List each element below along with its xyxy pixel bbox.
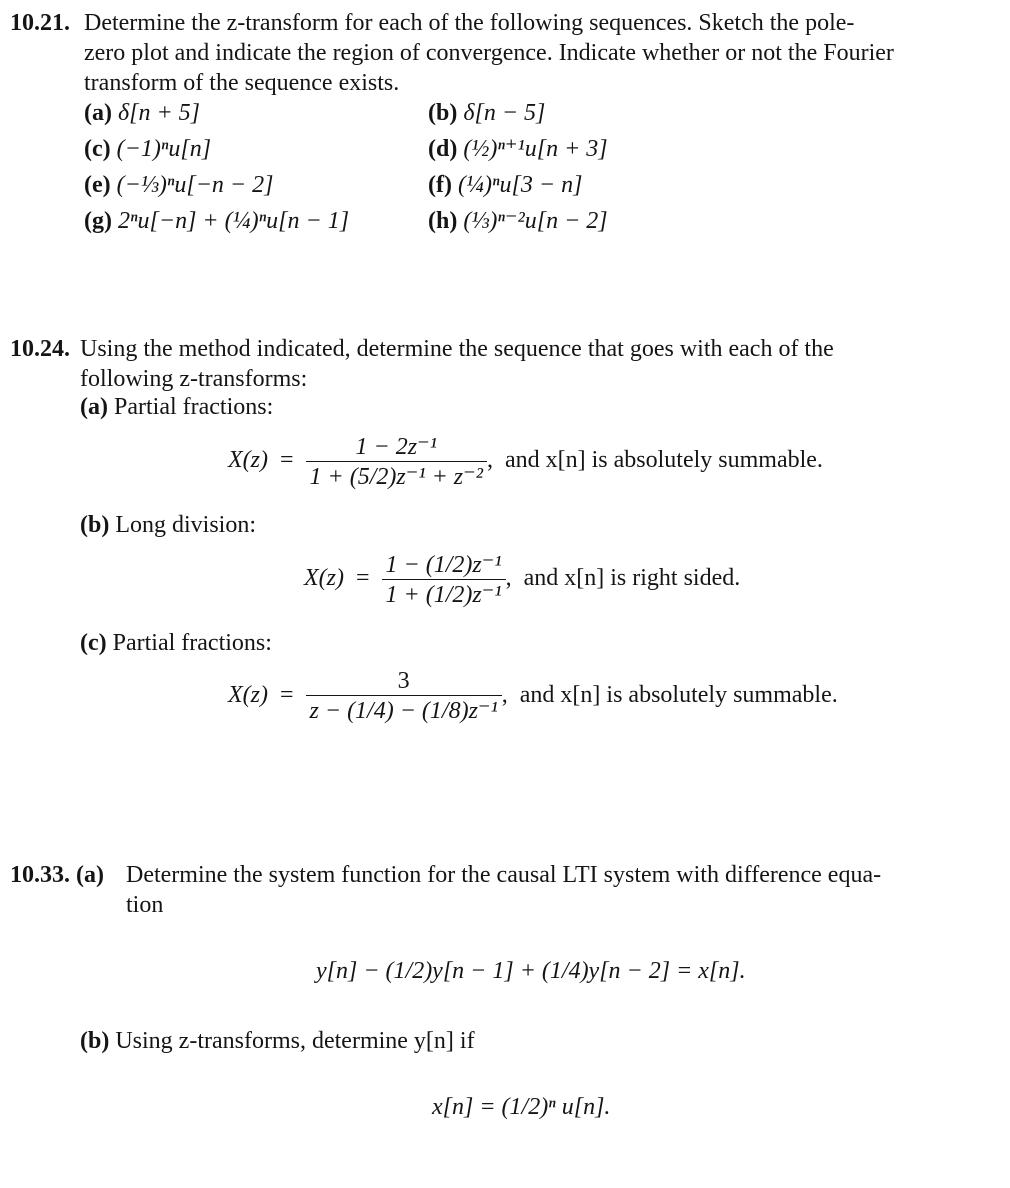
list-item: (c) (−1)ⁿu[n] [84,136,212,162]
list-item: (g) 2ⁿu[−n] + (¼)ⁿu[n − 1] [84,208,350,234]
input-signal: x[n] = (1/2)ⁿ u[n]. [432,1094,611,1120]
problem-text-line: Determine the z-transform for each of the following sequences. Sketch the pole- [84,10,855,36]
part-heading: (c) Partial fractions: [80,630,272,656]
part-heading: (a) Partial fractions: [80,394,274,420]
problem-text-line: zero plot and indicate the region of convergence. Indicate whether or not the Fourier [84,40,894,66]
list-item: (f) (¼)ⁿu[3 − n] [428,172,583,198]
problem-text-line: Using the method indicated, determine the sequence that goes with each of the [80,336,834,362]
list-item: (d) (½)ⁿ⁺¹u[n + 3] [428,136,608,162]
problem-number: 10.21. [10,10,70,36]
equation: X(z) = $\frac{\text{1 − 2z⁻¹}}{\text{1 + (5/2)z⁻¹ + z⁻²}}$ , and x[n] is absolutely summable. [228,434,823,490]
problem-10-21 [10,8,70,38]
list-item: (e) (−⅓)ⁿu[−n − 2] [84,172,274,198]
problem-10-24 [10,334,70,364]
problem-number: 10.24. [10,336,70,362]
list-item: (h) (⅓)ⁿ⁻²u[n − 2] [428,208,608,234]
fraction: $\frac{\text{1 − 2z⁻¹}}{\text{1 + (5/2)z⁻¹ + z⁻²}}$ [306,432,487,491]
fraction: $\frac{3}{\text{z − (1/4) − (1/8)z⁻¹}}$ [306,668,502,725]
list-item: (a) δ[n + 5] [84,100,201,126]
problem-10-33: 10.33. (a) [10,862,104,888]
problem-text-line: transform of the sequence exists. [84,70,400,96]
fraction: $\frac{\text{1 − (1/2)z⁻¹}}{\text{1 + (1/2)z⁻¹}}$ [382,550,506,609]
problem-number: 10.33. [10,862,70,888]
equation: X(z) = $\frac{3}{\text{z − (1/4) − (1/8)z⁻¹}}$ , and x[n] is absolutely summable. [228,668,838,724]
list-item: (b) δ[n − 5] [428,100,546,126]
problem-text-line: tion [126,892,164,918]
problem-text-line: following z-transforms: [80,366,308,392]
problem-text-line: Determine the system function for the causal LTI system with difference equa- [126,862,882,888]
part-heading: (b) Long division: [80,512,257,538]
part-heading: (b) Using z-transforms, determine y[n] if [80,1028,475,1054]
equation: X(z) = $\frac{\text{1 − (1/2)z⁻¹}}{\text{1 + (1/2)z⁻¹}}$ , and x[n] is right sided. [304,552,741,608]
difference-equation: y[n] − (1/2)y[n − 1] + (1/4)y[n − 2] = x[n]. [316,958,746,984]
